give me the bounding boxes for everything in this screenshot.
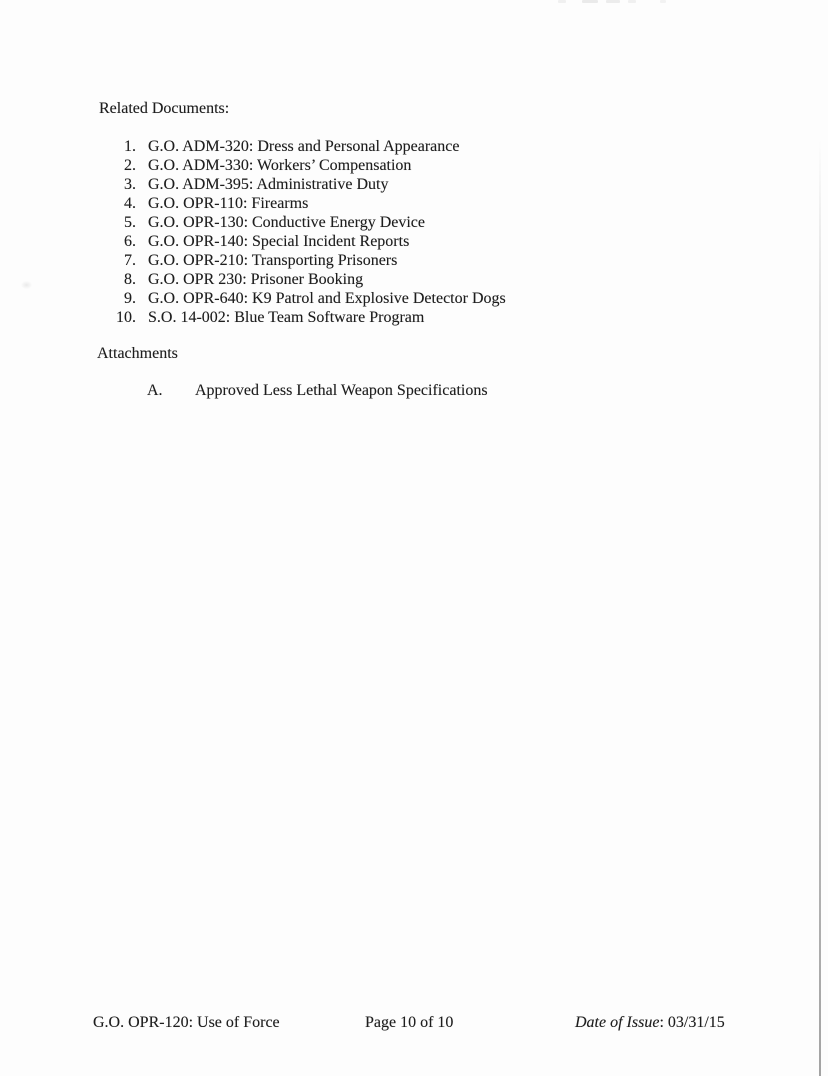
list-number: 6. [124, 233, 136, 250]
attachment-text: Approved Less Lethal Weapon Specifications [195, 382, 488, 399]
footer-date-of-issue [575, 1013, 725, 1032]
footer-document-ref: G.O. OPR-120: Use of Force [93, 1014, 280, 1031]
list-item-text: G.O. ADM-395: Administrative Duty [148, 176, 389, 193]
related-doc-item [104, 289, 506, 308]
scan-smudge [21, 281, 32, 289]
list-item-text: G.O. ADM-320: Dress and Personal Appearance [148, 138, 460, 155]
related-doc-item [104, 308, 506, 327]
related-documents-list [104, 137, 506, 327]
related-doc-item [104, 156, 506, 175]
list-number: 7. [124, 252, 136, 269]
related-doc-item [104, 137, 506, 156]
related-doc-item [104, 251, 506, 270]
list-item-text: G.O. OPR-130: Conductive Energy Device [148, 214, 425, 231]
footer-date-label: Date of Issue [575, 1014, 660, 1031]
list-number: 3. [124, 176, 136, 193]
list-item-text: G.O. OPR 230: Prisoner Booking [148, 271, 364, 288]
list-number: 1. [124, 138, 136, 155]
attachment-label: A. [147, 382, 163, 399]
related-doc-item [104, 194, 506, 213]
related-doc-item [104, 175, 506, 194]
list-number: 10. [116, 309, 136, 326]
page-footer [0, 1013, 828, 1033]
list-item-text: G.O. OPR-110: Firearms [148, 195, 309, 212]
related-doc-item [104, 270, 506, 289]
attachment-item [147, 381, 488, 400]
list-item-text: S.O. 14-002: Blue Team Software Program [148, 309, 425, 326]
footer-page-indicator: Page 10 of 10 [365, 1014, 454, 1031]
scan-artifact-top [0, 0, 828, 6]
list-number: 4. [124, 195, 136, 212]
related-doc-item [104, 213, 506, 232]
list-number: 2. [124, 157, 136, 174]
scan-edge-line [819, 140, 821, 1076]
list-item-text: G.O. ADM-330: Workers’ Compensation [148, 157, 412, 174]
attachments-heading: Attachments [97, 345, 178, 362]
list-item-text: G.O. OPR-640: K9 Patrol and Explosive Detector Dogs [148, 290, 506, 307]
list-item-text: G.O. OPR-140: Special Incident Reports [148, 233, 410, 250]
list-number: 8. [124, 271, 136, 288]
list-number: 5. [124, 214, 136, 231]
footer-date-value: : 03/31/15 [659, 1014, 725, 1031]
list-number: 9. [124, 290, 136, 307]
list-item-text: G.O. OPR-210: Transporting Prisoners [148, 252, 398, 269]
related-doc-item [104, 232, 506, 251]
related-documents-heading: Related Documents: [99, 100, 230, 117]
